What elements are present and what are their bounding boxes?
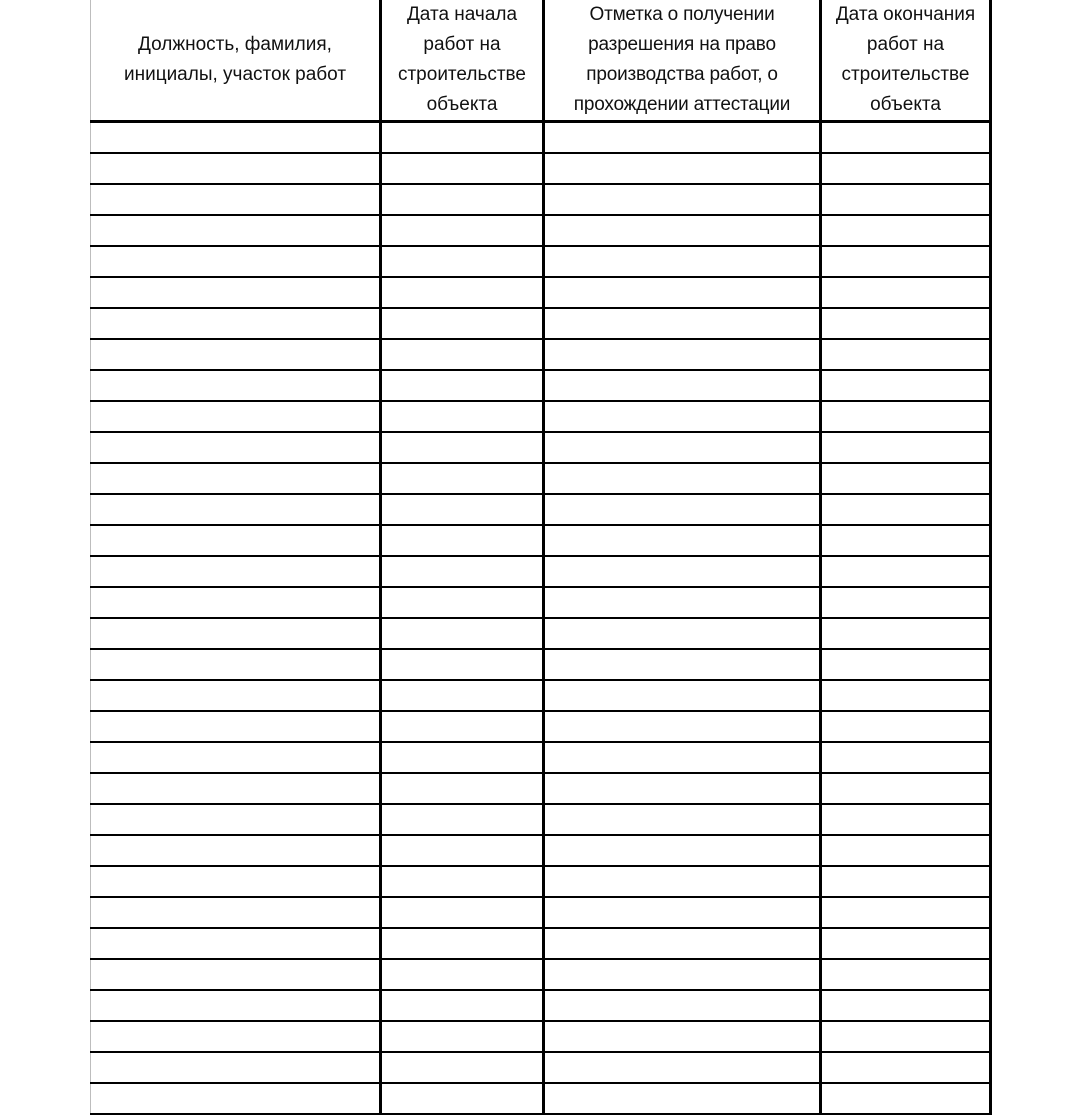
table-row xyxy=(91,866,991,897)
start-date-cell[interactable] xyxy=(381,277,544,308)
table-row xyxy=(91,494,991,525)
table-row xyxy=(91,463,991,494)
table-row xyxy=(91,556,991,587)
position-name-cell[interactable] xyxy=(91,711,381,742)
start-date-cell[interactable] xyxy=(381,711,544,742)
position-name-cell[interactable] xyxy=(91,618,381,649)
position-name-cell[interactable] xyxy=(91,370,381,401)
table-row xyxy=(91,246,991,277)
position-name-cell[interactable] xyxy=(91,122,381,154)
table-row xyxy=(91,122,991,154)
position-name-cell[interactable] xyxy=(91,308,381,339)
table-row xyxy=(91,277,991,308)
position-name-cell[interactable] xyxy=(91,742,381,773)
permission-mark-cell[interactable] xyxy=(544,587,821,618)
permission-mark-cell[interactable] xyxy=(544,122,821,154)
end-date-cell[interactable] xyxy=(821,184,991,215)
header-permission-attestation-mark: Отметка о получении разрешения на право производства работ, о прохождении аттестации xyxy=(544,0,821,122)
end-date-cell[interactable] xyxy=(821,1052,991,1083)
start-date-cell[interactable] xyxy=(381,618,544,649)
table-row xyxy=(91,1021,991,1052)
permission-mark-cell[interactable] xyxy=(544,1083,821,1114)
table-row xyxy=(91,990,991,1021)
start-date-cell[interactable] xyxy=(381,122,544,154)
end-date-cell[interactable] xyxy=(821,401,991,432)
position-name-cell[interactable] xyxy=(91,897,381,928)
start-date-cell[interactable] xyxy=(381,432,544,463)
end-date-cell[interactable] xyxy=(821,711,991,742)
end-date-cell[interactable] xyxy=(821,773,991,804)
table-row xyxy=(91,804,991,835)
position-name-cell[interactable] xyxy=(91,339,381,370)
end-date-cell[interactable] xyxy=(821,742,991,773)
table-row xyxy=(91,525,991,556)
position-name-cell[interactable] xyxy=(91,525,381,556)
table-row xyxy=(91,215,991,246)
start-date-cell[interactable] xyxy=(381,587,544,618)
start-date-cell[interactable] xyxy=(381,742,544,773)
table-row xyxy=(91,184,991,215)
start-date-cell[interactable] xyxy=(381,308,544,339)
start-date-cell[interactable] xyxy=(381,804,544,835)
end-date-cell[interactable] xyxy=(821,990,991,1021)
permission-mark-cell[interactable] xyxy=(544,277,821,308)
start-date-cell[interactable] xyxy=(381,928,544,959)
table-row xyxy=(91,1083,991,1114)
table-row xyxy=(91,711,991,742)
start-date-cell[interactable] xyxy=(381,990,544,1021)
end-date-cell[interactable] xyxy=(821,587,991,618)
end-date-cell[interactable] xyxy=(821,897,991,928)
position-name-cell[interactable] xyxy=(91,246,381,277)
permission-mark-cell[interactable] xyxy=(544,339,821,370)
position-name-cell[interactable] xyxy=(91,773,381,804)
table-row xyxy=(91,649,991,680)
end-date-cell[interactable] xyxy=(821,277,991,308)
position-name-cell[interactable] xyxy=(91,959,381,990)
position-name-cell[interactable] xyxy=(91,649,381,680)
permission-mark-cell[interactable] xyxy=(544,1021,821,1052)
start-date-cell[interactable] xyxy=(381,525,544,556)
start-date-cell[interactable] xyxy=(381,835,544,866)
position-name-cell[interactable] xyxy=(91,215,381,246)
start-date-cell[interactable] xyxy=(381,339,544,370)
permission-mark-cell[interactable] xyxy=(544,308,821,339)
end-date-cell[interactable] xyxy=(821,556,991,587)
table-row xyxy=(91,587,991,618)
end-date-cell[interactable] xyxy=(821,1021,991,1052)
header-end-date: Дата окончания работ на строительстве объекта xyxy=(821,0,991,122)
table-header-row xyxy=(91,0,991,122)
start-date-cell[interactable] xyxy=(381,1052,544,1083)
position-name-cell[interactable] xyxy=(91,804,381,835)
end-date-cell[interactable] xyxy=(821,122,991,154)
table-row xyxy=(91,618,991,649)
permission-mark-cell[interactable] xyxy=(544,618,821,649)
permission-mark-cell[interactable] xyxy=(544,711,821,742)
start-date-cell[interactable] xyxy=(381,866,544,897)
end-date-cell[interactable] xyxy=(821,1083,991,1114)
position-name-cell[interactable] xyxy=(91,463,381,494)
position-name-cell[interactable] xyxy=(91,432,381,463)
table-row xyxy=(91,835,991,866)
end-date-cell[interactable] xyxy=(821,649,991,680)
table-row xyxy=(91,773,991,804)
table-row xyxy=(91,401,991,432)
end-date-cell[interactable] xyxy=(821,494,991,525)
permission-mark-cell[interactable] xyxy=(544,742,821,773)
start-date-cell[interactable] xyxy=(381,959,544,990)
table-row xyxy=(91,680,991,711)
position-name-cell[interactable] xyxy=(91,587,381,618)
start-date-cell[interactable] xyxy=(381,680,544,711)
start-date-cell[interactable] xyxy=(381,556,544,587)
register-sheet xyxy=(90,0,990,1080)
start-date-cell[interactable] xyxy=(381,649,544,680)
table-row xyxy=(91,897,991,928)
table-row xyxy=(91,370,991,401)
permission-mark-cell[interactable] xyxy=(544,835,821,866)
table-row xyxy=(91,153,991,184)
permission-mark-cell[interactable] xyxy=(544,184,821,215)
position-name-cell[interactable] xyxy=(91,401,381,432)
end-date-cell[interactable] xyxy=(821,153,991,184)
position-name-cell[interactable] xyxy=(91,990,381,1021)
start-date-cell[interactable] xyxy=(381,370,544,401)
end-date-cell[interactable] xyxy=(821,463,991,494)
permission-mark-cell[interactable] xyxy=(544,246,821,277)
permission-mark-cell[interactable] xyxy=(544,432,821,463)
permission-mark-cell[interactable] xyxy=(544,959,821,990)
start-date-cell[interactable] xyxy=(381,463,544,494)
start-date-cell[interactable] xyxy=(381,1021,544,1052)
position-name-cell[interactable] xyxy=(91,494,381,525)
end-date-cell[interactable] xyxy=(821,804,991,835)
position-name-cell[interactable] xyxy=(91,1052,381,1083)
end-date-cell[interactable] xyxy=(821,928,991,959)
permission-mark-cell[interactable] xyxy=(544,804,821,835)
position-name-cell[interactable] xyxy=(91,866,381,897)
start-date-cell[interactable] xyxy=(381,153,544,184)
permission-mark-cell[interactable] xyxy=(544,680,821,711)
start-date-cell[interactable] xyxy=(381,401,544,432)
permission-mark-cell[interactable] xyxy=(544,215,821,246)
header-position-name-section: Должность, фамилия, инициалы, участок работ xyxy=(91,0,381,122)
position-name-cell[interactable] xyxy=(91,153,381,184)
position-name-cell[interactable] xyxy=(91,556,381,587)
start-date-cell[interactable] xyxy=(381,215,544,246)
start-date-cell[interactable] xyxy=(381,897,544,928)
position-name-cell[interactable] xyxy=(91,928,381,959)
permission-mark-cell[interactable] xyxy=(544,370,821,401)
table-row xyxy=(91,928,991,959)
start-date-cell[interactable] xyxy=(381,773,544,804)
end-date-cell[interactable] xyxy=(821,959,991,990)
table-row xyxy=(91,339,991,370)
end-date-cell[interactable] xyxy=(821,370,991,401)
end-date-cell[interactable] xyxy=(821,866,991,897)
permission-mark-cell[interactable] xyxy=(544,556,821,587)
end-date-cell[interactable] xyxy=(821,835,991,866)
end-date-cell[interactable] xyxy=(821,525,991,556)
permission-mark-cell[interactable] xyxy=(544,773,821,804)
position-name-cell[interactable] xyxy=(91,277,381,308)
permission-mark-cell[interactable] xyxy=(544,153,821,184)
table-row xyxy=(91,432,991,463)
end-date-cell[interactable] xyxy=(821,618,991,649)
position-name-cell[interactable] xyxy=(91,835,381,866)
header-start-date: Дата начала работ на строительстве объекта xyxy=(381,0,544,122)
start-date-cell[interactable] xyxy=(381,494,544,525)
permission-mark-cell[interactable] xyxy=(544,928,821,959)
table-row xyxy=(91,1052,991,1083)
permission-mark-cell[interactable] xyxy=(544,649,821,680)
table-body xyxy=(91,122,991,1115)
permission-mark-cell[interactable] xyxy=(544,494,821,525)
end-date-cell[interactable] xyxy=(821,680,991,711)
permission-mark-cell[interactable] xyxy=(544,897,821,928)
start-date-cell[interactable] xyxy=(381,246,544,277)
table-row xyxy=(91,308,991,339)
permission-mark-cell[interactable] xyxy=(544,525,821,556)
end-date-cell[interactable] xyxy=(821,308,991,339)
end-date-cell[interactable] xyxy=(821,246,991,277)
personnel-register-table xyxy=(90,0,992,1115)
start-date-cell[interactable] xyxy=(381,1083,544,1114)
table-row xyxy=(91,742,991,773)
position-name-cell[interactable] xyxy=(91,184,381,215)
permission-mark-cell[interactable] xyxy=(544,401,821,432)
permission-mark-cell[interactable] xyxy=(544,990,821,1021)
end-date-cell[interactable] xyxy=(821,432,991,463)
end-date-cell[interactable] xyxy=(821,215,991,246)
start-date-cell[interactable] xyxy=(381,184,544,215)
position-name-cell[interactable] xyxy=(91,1083,381,1114)
permission-mark-cell[interactable] xyxy=(544,463,821,494)
position-name-cell[interactable] xyxy=(91,1021,381,1052)
position-name-cell[interactable] xyxy=(91,680,381,711)
permission-mark-cell[interactable] xyxy=(544,866,821,897)
permission-mark-cell[interactable] xyxy=(544,1052,821,1083)
table-row xyxy=(91,959,991,990)
end-date-cell[interactable] xyxy=(821,339,991,370)
